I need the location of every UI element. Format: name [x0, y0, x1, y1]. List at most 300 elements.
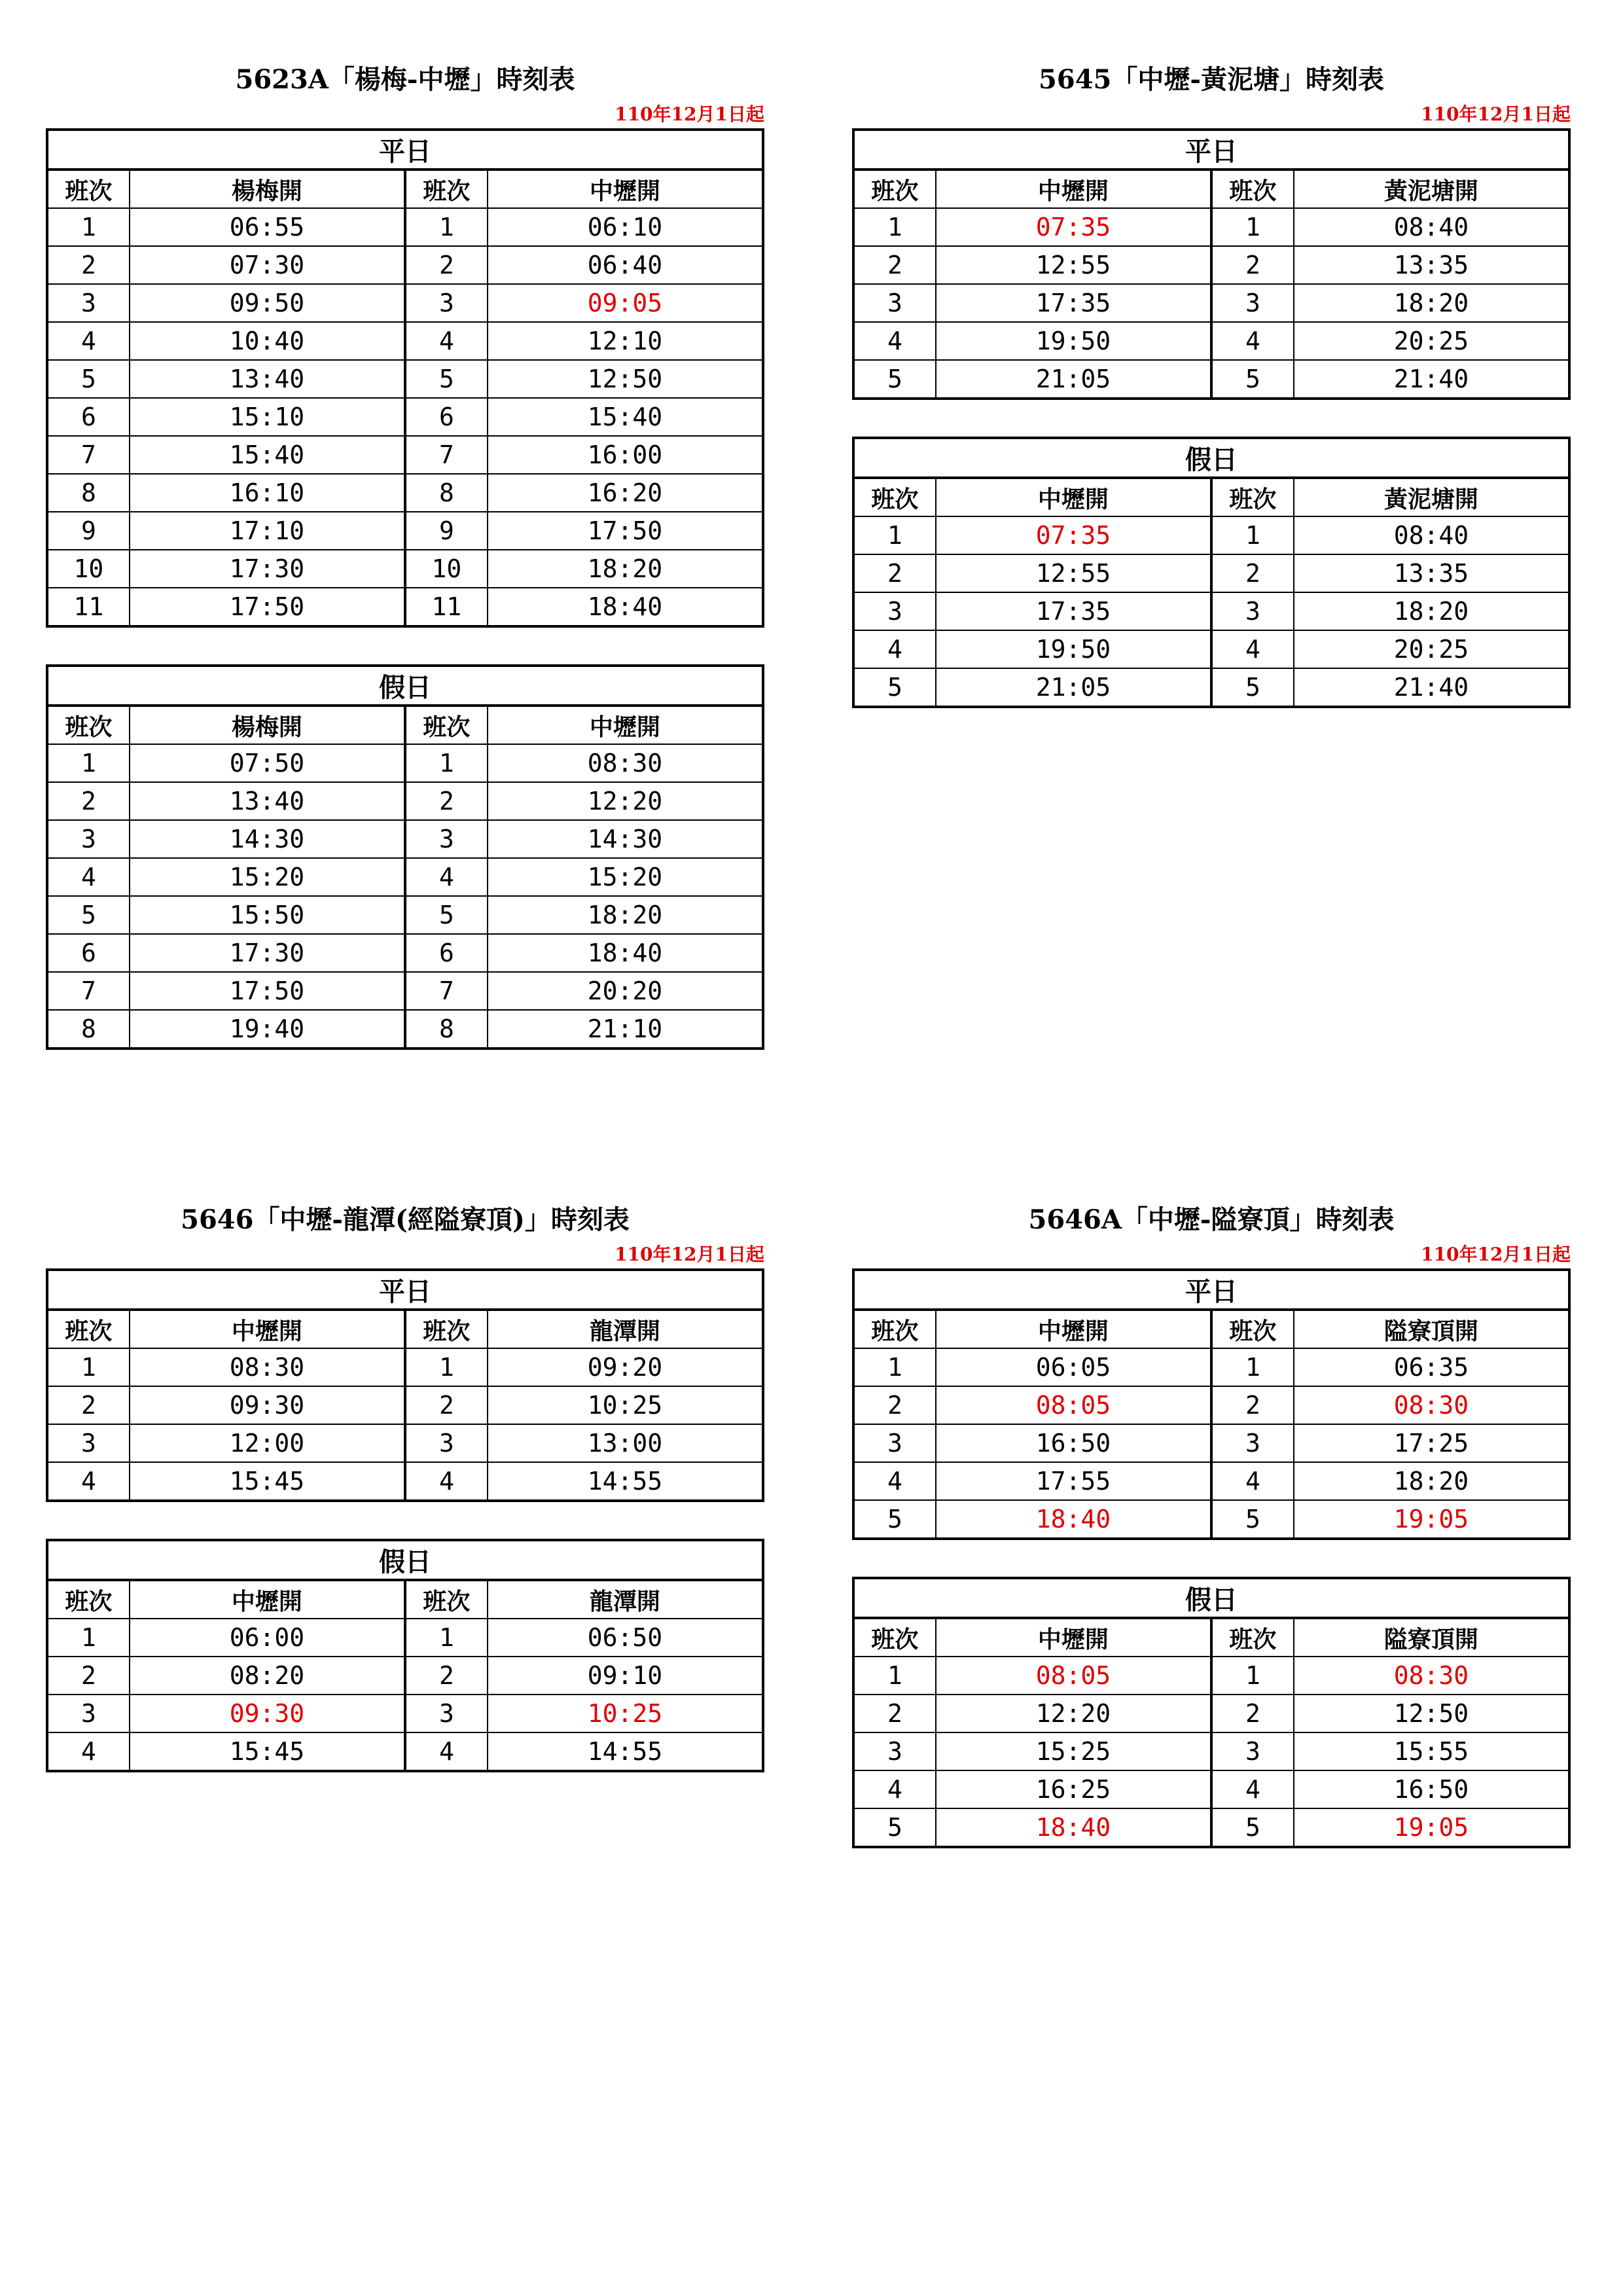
departure-time: 06:55: [130, 208, 405, 246]
table-row: [47, 1010, 763, 1049]
route-5646a: [852, 1199, 1571, 1885]
departure-time: 09:10: [488, 1657, 763, 1695]
day-type-row: [47, 1270, 763, 1310]
departure-time: 17:50: [130, 972, 405, 1010]
departure-time: 17:50: [488, 512, 763, 550]
table-row: [47, 1462, 763, 1501]
table-row: [853, 516, 1569, 554]
departure-header: 中壢開: [936, 1618, 1211, 1657]
departure-time: 21:10: [488, 1010, 763, 1049]
table-row: [47, 246, 763, 284]
departure-time: 15:40: [488, 398, 763, 436]
table-row: [47, 398, 763, 436]
effective-date: 110年12月1日起: [1421, 103, 1571, 125]
timetable-sections: [852, 1268, 1571, 1848]
run-number: 1: [1211, 516, 1294, 554]
table-row: [47, 1386, 763, 1424]
day-type-row: [853, 130, 1569, 170]
table-row: [853, 1462, 1569, 1500]
departure-time: 19:50: [936, 322, 1211, 360]
departure-time: 09:30: [130, 1695, 405, 1732]
run-number: 8: [47, 1010, 130, 1049]
departure-time: 09:05: [488, 284, 763, 322]
table-row: [853, 1657, 1569, 1695]
departure-time: 19:40: [130, 1010, 405, 1049]
run-number: 1: [853, 1657, 936, 1695]
run-number: 4: [1211, 1770, 1294, 1808]
table-row: [47, 1619, 763, 1657]
departure-time: 20:25: [1294, 322, 1569, 360]
run-number: 4: [1211, 630, 1294, 668]
departure-time: 13:35: [1294, 246, 1569, 284]
departure-time: 15:10: [130, 398, 405, 436]
header-row: [47, 1580, 763, 1619]
timetable-sections: [852, 128, 1571, 708]
table-row: [853, 1500, 1569, 1539]
run-number-header: 班次: [853, 170, 936, 208]
run-number: 4: [853, 1770, 936, 1808]
table-row: [47, 322, 763, 360]
table-row: [47, 858, 763, 896]
run-number: 1: [853, 1348, 936, 1386]
run-number: 2: [853, 1695, 936, 1732]
run-number: 3: [1211, 284, 1294, 322]
run-number: 3: [405, 1695, 488, 1732]
departure-time: 06:35: [1294, 1348, 1569, 1386]
run-number: 4: [47, 1732, 130, 1771]
departure-time: 15:45: [130, 1462, 405, 1501]
route-title: 5645「中壢-黃泥塘」時刻表: [1039, 64, 1384, 95]
run-number: 3: [405, 284, 488, 322]
departure-time: 17:30: [130, 934, 405, 972]
run-number: 5: [405, 896, 488, 934]
table-row: [853, 1808, 1569, 1847]
day-type-row: [47, 130, 763, 170]
run-number: 9: [47, 512, 130, 550]
run-number: 4: [47, 1462, 130, 1501]
departure-header: 中壢開: [936, 478, 1211, 516]
run-number: 4: [405, 858, 488, 896]
departure-header: 隘寮頂開: [1294, 1618, 1569, 1657]
table-row: [47, 474, 763, 512]
run-number: 9: [405, 512, 488, 550]
run-number: 1: [405, 1348, 488, 1386]
departure-time: 14:55: [488, 1732, 763, 1771]
run-number: 7: [47, 436, 130, 474]
run-number: 3: [1211, 1732, 1294, 1770]
effective-date: 110年12月1日起: [615, 1244, 764, 1265]
table-row: [47, 1732, 763, 1771]
holiday-timetable: [852, 1577, 1571, 1848]
departure-time: 17:50: [130, 588, 405, 626]
run-number: 2: [1211, 246, 1294, 284]
run-number: 3: [1211, 592, 1294, 630]
departure-time: 13:40: [130, 782, 405, 820]
table-row: [47, 512, 763, 550]
departure-time: 17:55: [936, 1462, 1211, 1500]
run-number-header: 班次: [47, 706, 130, 744]
run-number: 3: [47, 1695, 130, 1732]
holiday-timetable: [46, 664, 764, 1050]
departure-time: 12:55: [936, 246, 1211, 284]
effective-date: 110年12月1日起: [1421, 1244, 1571, 1265]
table-row: [47, 820, 763, 858]
departure-header: 黃泥塘開: [1294, 478, 1569, 516]
departure-time: 18:20: [488, 550, 763, 588]
run-number: 3: [853, 592, 936, 630]
table-row: [853, 1386, 1569, 1424]
run-number: 10: [405, 550, 488, 588]
departure-time: 06:00: [130, 1619, 405, 1657]
table-row: [853, 284, 1569, 322]
departure-time: 16:50: [1294, 1770, 1569, 1808]
run-number: 1: [1211, 208, 1294, 246]
departure-time: 07:50: [130, 744, 405, 782]
run-number: 2: [853, 246, 936, 284]
departure-time: 16:20: [488, 474, 763, 512]
table-row: [47, 1695, 763, 1732]
table-row: [47, 744, 763, 782]
day-type-row: [853, 1578, 1569, 1618]
run-number: 1: [405, 744, 488, 782]
holiday-timetable: [852, 437, 1571, 708]
departure-time: 20:20: [488, 972, 763, 1010]
departure-time: 12:50: [488, 360, 763, 398]
departure-time: 10:40: [130, 322, 405, 360]
route-title: 5623A「楊梅-中壢」時刻表: [235, 64, 575, 95]
departure-time: 08:30: [1294, 1657, 1569, 1695]
run-number: 5: [1211, 360, 1294, 399]
route-title: 5646A「中壢-隘寮頂」時刻表: [1028, 1204, 1395, 1235]
run-number: 1: [853, 208, 936, 246]
run-number: 4: [1211, 322, 1294, 360]
run-number: 1: [47, 744, 130, 782]
departure-time: 12:00: [130, 1424, 405, 1462]
day-type-label: 平日: [47, 1270, 763, 1310]
run-number: 3: [405, 1424, 488, 1462]
departure-time: 09:30: [130, 1386, 405, 1424]
run-number: 2: [1211, 1695, 1294, 1732]
run-number: 6: [47, 934, 130, 972]
departure-time: 10:25: [488, 1386, 763, 1424]
departure-header: 中壢開: [130, 1580, 405, 1619]
table-row: [853, 592, 1569, 630]
departure-time: 18:20: [1294, 284, 1569, 322]
run-number: 6: [405, 398, 488, 436]
departure-time: 17:25: [1294, 1424, 1569, 1462]
run-number: 5: [1211, 668, 1294, 707]
departure-time: 15:50: [130, 896, 405, 934]
departure-time: 08:05: [936, 1657, 1211, 1695]
departure-time: 18:20: [488, 896, 763, 934]
run-number-header: 班次: [1211, 478, 1294, 516]
run-number-header: 班次: [1211, 170, 1294, 208]
departure-time: 14:30: [130, 820, 405, 858]
weekday-timetable: [46, 1268, 764, 1502]
departure-time: 18:40: [936, 1808, 1211, 1847]
table-row: [47, 1657, 763, 1695]
departure-header: 中壢開: [130, 1310, 405, 1348]
run-number-header: 班次: [853, 1618, 936, 1657]
departure-time: 07:35: [936, 516, 1211, 554]
run-number: 3: [47, 284, 130, 322]
departure-time: 15:20: [130, 858, 405, 896]
table-row: [853, 630, 1569, 668]
timetable-sections: [46, 128, 764, 1050]
run-number: 3: [47, 1424, 130, 1462]
departure-time: 13:40: [130, 360, 405, 398]
table-row: [47, 208, 763, 246]
departure-time: 16:10: [130, 474, 405, 512]
day-type-label: 假日: [853, 438, 1569, 478]
table-row: [853, 1695, 1569, 1732]
run-number: 5: [853, 1500, 936, 1539]
table-row: [853, 1732, 1569, 1770]
run-number: 2: [853, 554, 936, 592]
day-type-label: 平日: [47, 130, 763, 170]
departure-header: 中壢開: [936, 170, 1211, 208]
departure-time: 08:40: [1294, 208, 1569, 246]
run-number: 6: [47, 398, 130, 436]
run-number: 3: [853, 1424, 936, 1462]
day-type-label: 平日: [853, 130, 1569, 170]
departure-time: 20:25: [1294, 630, 1569, 668]
departure-header: 中壢開: [488, 170, 763, 208]
departure-time: 18:40: [488, 588, 763, 626]
run-number: 1: [47, 1348, 130, 1386]
day-type-label: 假日: [47, 666, 763, 706]
departure-time: 12:20: [936, 1695, 1211, 1732]
run-number: 4: [853, 322, 936, 360]
departure-time: 08:30: [488, 744, 763, 782]
route-title: 5646「中壢-龍潭(經隘寮頂)」時刻表: [181, 1204, 630, 1235]
run-number-header: 班次: [405, 1580, 488, 1619]
departure-time: 15:45: [130, 1732, 405, 1771]
departure-time: 08:30: [1294, 1386, 1569, 1424]
run-number: 1: [1211, 1348, 1294, 1386]
run-number: 8: [405, 474, 488, 512]
departure-header: 楊梅開: [130, 706, 405, 744]
table-row: [47, 972, 763, 1010]
departure-time: 09:50: [130, 284, 405, 322]
run-number: 4: [1211, 1462, 1294, 1500]
run-number: 4: [405, 1462, 488, 1501]
table-row: [47, 896, 763, 934]
day-type-row: [853, 1270, 1569, 1310]
run-number: 8: [47, 474, 130, 512]
departure-header: 龍潭開: [488, 1580, 763, 1619]
run-number: 11: [47, 588, 130, 626]
departure-time: 08:30: [130, 1348, 405, 1386]
departure-time: 19:05: [1294, 1500, 1569, 1539]
run-number: 2: [47, 1386, 130, 1424]
departure-time: 16:50: [936, 1424, 1211, 1462]
departure-time: 08:20: [130, 1657, 405, 1695]
run-number: 10: [47, 550, 130, 588]
run-number-header: 班次: [853, 478, 936, 516]
run-number: 3: [853, 284, 936, 322]
run-number: 4: [47, 858, 130, 896]
table-row: [47, 284, 763, 322]
departure-time: 09:20: [488, 1348, 763, 1386]
run-number: 2: [405, 246, 488, 284]
weekday-timetable: [852, 1268, 1571, 1540]
departure-time: 17:30: [130, 550, 405, 588]
departure-time: 06:50: [488, 1619, 763, 1657]
run-number: 3: [405, 820, 488, 858]
table-row: [853, 322, 1569, 360]
run-number: 5: [1211, 1808, 1294, 1847]
run-number: 7: [405, 436, 488, 474]
departure-time: 15:25: [936, 1732, 1211, 1770]
run-number: 5: [853, 1808, 936, 1847]
run-number-header: 班次: [47, 1310, 130, 1348]
departure-time: 13:35: [1294, 554, 1569, 592]
departure-time: 21:40: [1294, 668, 1569, 707]
run-number: 7: [405, 972, 488, 1010]
departure-time: 12:20: [488, 782, 763, 820]
table-row: [853, 246, 1569, 284]
departure-time: 17:35: [936, 592, 1211, 630]
table-row: [853, 360, 1569, 399]
header-row: [853, 478, 1569, 516]
effective-date: 110年12月1日起: [615, 103, 764, 125]
run-number: 7: [47, 972, 130, 1010]
run-number: 2: [47, 246, 130, 284]
departure-time: 12:10: [488, 322, 763, 360]
run-number: 1: [1211, 1657, 1294, 1695]
run-number: 5: [1211, 1500, 1294, 1539]
run-number: 1: [47, 1619, 130, 1657]
table-row: [47, 782, 763, 820]
departure-time: 21:05: [936, 668, 1211, 707]
header-row: [853, 1618, 1569, 1657]
run-number: 3: [1211, 1424, 1294, 1462]
header-row: [47, 1310, 763, 1348]
run-number: 4: [47, 322, 130, 360]
departure-time: 19:05: [1294, 1808, 1569, 1847]
day-type-label: 假日: [853, 1578, 1569, 1618]
table-row: [47, 550, 763, 588]
run-number-header: 班次: [1211, 1618, 1294, 1657]
run-number: 3: [47, 820, 130, 858]
run-number: 1: [405, 208, 488, 246]
run-number: 6: [405, 934, 488, 972]
departure-time: 18:40: [488, 934, 763, 972]
header-row: [853, 170, 1569, 208]
run-number-header: 班次: [47, 1580, 130, 1619]
departure-time: 07:35: [936, 208, 1211, 246]
run-number: 2: [47, 782, 130, 820]
table-row: [47, 934, 763, 972]
run-number: 4: [405, 322, 488, 360]
departure-time: 15:20: [488, 858, 763, 896]
run-number: 2: [405, 1386, 488, 1424]
departure-time: 21:40: [1294, 360, 1569, 399]
table-row: [853, 1770, 1569, 1808]
departure-header: 中壢開: [936, 1310, 1211, 1348]
run-number: 1: [47, 208, 130, 246]
run-number-header: 班次: [405, 706, 488, 744]
run-number: 1: [853, 516, 936, 554]
table-row: [853, 1348, 1569, 1386]
timetable-sections: [46, 1268, 764, 1772]
departure-time: 17:35: [936, 284, 1211, 322]
departure-time: 19:50: [936, 630, 1211, 668]
departure-time: 07:30: [130, 246, 405, 284]
run-number: 8: [405, 1010, 488, 1049]
departure-time: 13:00: [488, 1424, 763, 1462]
departure-header: 楊梅開: [130, 170, 405, 208]
run-number: 2: [47, 1657, 130, 1695]
departure-header: 龍潭開: [488, 1310, 763, 1348]
run-number: 5: [853, 668, 936, 707]
run-number: 4: [853, 630, 936, 668]
holiday-timetable: [46, 1539, 764, 1772]
departure-time: 08:05: [936, 1386, 1211, 1424]
departure-time: 12:50: [1294, 1695, 1569, 1732]
run-number: 2: [405, 1657, 488, 1695]
table-row: [47, 1348, 763, 1386]
departure-time: 18:20: [1294, 1462, 1569, 1500]
table-row: [47, 436, 763, 474]
departure-time: 21:05: [936, 360, 1211, 399]
header-row: [853, 1310, 1569, 1348]
table-row: [853, 208, 1569, 246]
day-type-row: [47, 666, 763, 706]
departure-header: 中壢開: [488, 706, 763, 744]
route-5646: [46, 1199, 764, 1809]
weekday-timetable: [852, 128, 1571, 400]
run-number: 5: [405, 360, 488, 398]
departure-time: 16:00: [488, 436, 763, 474]
table-row: [47, 588, 763, 626]
day-type-row: [47, 1540, 763, 1580]
run-number: 2: [1211, 1386, 1294, 1424]
departure-time: 12:55: [936, 554, 1211, 592]
departure-time: 06:05: [936, 1348, 1211, 1386]
run-number: 11: [405, 588, 488, 626]
header-row: [47, 170, 763, 208]
departure-time: 16:25: [936, 1770, 1211, 1808]
table-row: [853, 554, 1569, 592]
run-number: 5: [47, 360, 130, 398]
weekday-timetable: [46, 128, 764, 628]
run-number-header: 班次: [47, 170, 130, 208]
route-5623a: [46, 59, 764, 1086]
departure-time: 14:55: [488, 1462, 763, 1501]
departure-time: 06:10: [488, 208, 763, 246]
run-number-header: 班次: [1211, 1310, 1294, 1348]
header-row: [47, 706, 763, 744]
day-type-label: 假日: [47, 1540, 763, 1580]
run-number-header: 班次: [405, 170, 488, 208]
departure-time: 08:40: [1294, 516, 1569, 554]
run-number-header: 班次: [853, 1310, 936, 1348]
departure-time: 15:40: [130, 436, 405, 474]
departure-time: 18:20: [1294, 592, 1569, 630]
departure-time: 17:10: [130, 512, 405, 550]
run-number: 5: [47, 896, 130, 934]
departure-time: 14:30: [488, 820, 763, 858]
run-number: 3: [853, 1732, 936, 1770]
table-row: [47, 360, 763, 398]
run-number: 4: [853, 1462, 936, 1500]
table-row: [47, 1424, 763, 1462]
route-5645: [852, 59, 1571, 745]
run-number-header: 班次: [405, 1310, 488, 1348]
run-number: 4: [405, 1732, 488, 1771]
